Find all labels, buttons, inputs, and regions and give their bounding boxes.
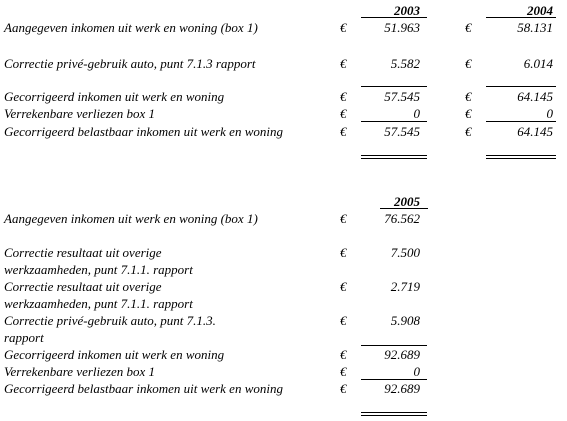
value-2003: 51.963	[384, 20, 420, 35]
year-header-2005: 2005	[394, 194, 420, 209]
total-rule-2004	[486, 121, 556, 122]
currency-symbol: €	[340, 245, 347, 260]
value-2004: 6.014	[523, 56, 553, 71]
double-underline-2003	[361, 155, 427, 156]
currency-symbol: €	[465, 20, 472, 35]
row-label: Aangegeven inkomen uit werk en woning (box 1)	[4, 211, 258, 226]
year-header-2004: 2004	[527, 3, 553, 18]
value-2005: 92.689	[384, 381, 420, 396]
currency-symbol: €	[340, 279, 347, 294]
currency-symbol: €	[340, 313, 347, 328]
currency-symbol: €	[465, 106, 472, 121]
currency-symbol: €	[340, 106, 347, 121]
row-label: Gecorrigeerd belastbaar inkomen uit werk en woning	[4, 381, 283, 396]
currency-symbol: €	[340, 20, 347, 35]
currency-symbol: €	[340, 364, 347, 379]
value-2005: 2.719	[390, 279, 420, 294]
row-label: Gecorrigeerd inkomen uit werk en woning	[4, 89, 225, 104]
year-header-2003: 2003	[394, 3, 420, 18]
row-label: Gecorrigeerd inkomen uit werk en woning	[4, 347, 225, 362]
row-label: Aangegeven inkomen uit werk en woning (box 1)	[4, 20, 258, 35]
value-2003: 0	[413, 106, 420, 121]
value-2005: 5.908	[390, 313, 420, 328]
subtotal-rule-2003	[361, 86, 427, 87]
row-label: Verrekenbare verliezen box 1	[4, 106, 156, 121]
value-2005: 7.500	[390, 245, 420, 260]
subtotal-rule-2004	[486, 86, 556, 87]
value-2003: 57.545	[384, 89, 420, 104]
currency-symbol: €	[340, 381, 347, 396]
currency-symbol: €	[340, 56, 347, 71]
row-label: Correctie resultaat uit overige werkzaamheden, punt 7.1.1. rapport	[4, 279, 193, 311]
currency-symbol: €	[465, 56, 472, 71]
double-underline-2005	[361, 415, 427, 416]
double-underline-2004	[486, 155, 556, 156]
row-label: Correctie privé-gebruik auto, punt 7.1.3 rapport	[4, 56, 256, 71]
currency-symbol: €	[340, 89, 347, 104]
value-2004: 58.131	[517, 20, 553, 35]
value-2005: 0	[413, 364, 420, 379]
currency-symbol: €	[340, 124, 347, 139]
double-underline-2005	[361, 412, 427, 413]
currency-symbol: €	[465, 89, 472, 104]
value-2004: 64.145	[517, 89, 553, 104]
value-2005: 92.689	[384, 347, 420, 362]
total-rule-2003	[361, 121, 427, 122]
value-2003: 5.582	[390, 56, 420, 71]
header-underline-2003	[361, 17, 427, 18]
value-2004: 0	[546, 106, 553, 121]
currency-symbol: €	[465, 124, 472, 139]
double-underline-2004	[486, 158, 556, 159]
value-2003: 57.545	[384, 124, 420, 139]
double-underline-2003	[361, 158, 427, 159]
row-label: Verrekenbare verliezen box 1	[4, 364, 156, 379]
row-label: Correctie resultaat uit overige werkzaamheden, punt 7.1.1. rapport	[4, 245, 193, 277]
row-label: Gecorrigeerd belastbaar inkomen uit werk en woning	[4, 124, 283, 139]
value-2005: 76.562	[384, 211, 420, 226]
header-underline-2005	[380, 208, 428, 209]
currency-symbol: €	[340, 347, 347, 362]
header-underline-2004	[486, 17, 556, 18]
value-2004: 64.145	[517, 124, 553, 139]
currency-symbol: €	[340, 211, 347, 226]
row-label: Correctie privé-gebruik auto, punt 7.1.3. rapport	[4, 313, 216, 345]
